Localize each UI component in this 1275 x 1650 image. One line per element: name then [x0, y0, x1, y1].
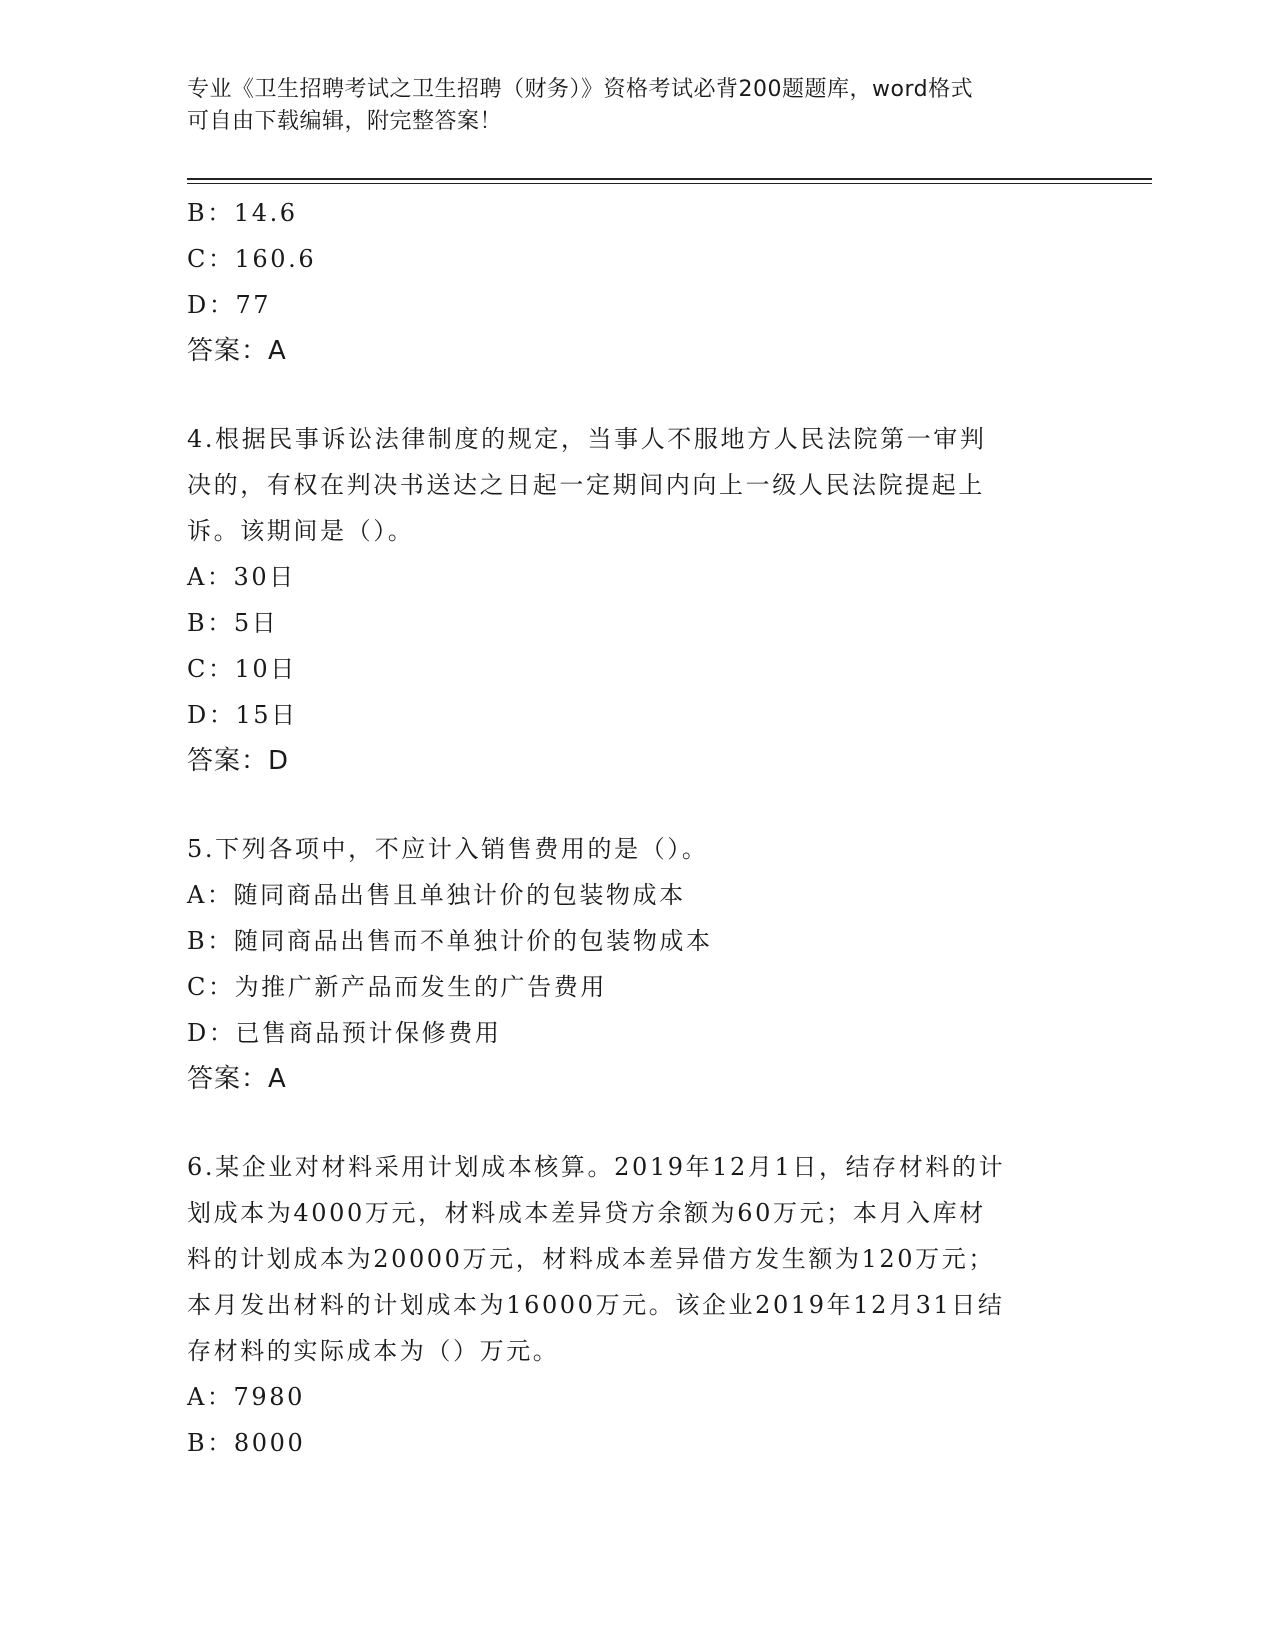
option-c: C：160.6	[187, 245, 317, 273]
option-c: C：为推广新产品而发生的广告费用	[187, 973, 607, 1001]
header-line-2: 可自由下载编辑，附完整答案！	[187, 109, 503, 134]
question-stem-line: 划成本为4000万元，材料成本差异贷方余额为60万元；本月入库材	[187, 1199, 986, 1227]
question-6	[187, 1144, 1087, 1466]
question-content	[187, 190, 1087, 1466]
question-stem-line: 6.某企业对材料采用计划成本核算。2019年12月1日，结存材料的计	[187, 1153, 1006, 1181]
question-stem-line: 4.根据民事诉讼法律制度的规定，当事人不服地方人民法院第一审判	[187, 425, 987, 453]
question-stem-line: 诉。该期间是（）。	[187, 517, 415, 545]
question-5	[187, 826, 1087, 1102]
option-b: B：随同商品出售而不单独计价的包装物成本	[187, 927, 713, 955]
option-a: A：7980	[187, 1383, 306, 1411]
question-stem-line: 决的，有权在判决书送达之日起一定期间内向上一级人民法院提起上	[187, 471, 985, 499]
question-4	[187, 416, 1087, 784]
option-d: D：77	[187, 291, 272, 319]
option-d: D：已售商品预计保修费用	[187, 1019, 502, 1047]
question-stem-line: 5.下列各项中，不应计入销售费用的是（）。	[187, 835, 709, 863]
answer-line: 答案：D	[187, 746, 290, 776]
header-rule-thick	[187, 178, 1152, 180]
header-line-1: 专业《卫生招聘考试之卫生招聘（财务）》资格考试必背200题题库，word格式	[187, 77, 974, 102]
question-3-remainder	[187, 190, 1087, 374]
question-stem-line: 存材料的实际成本为（）万元。	[187, 1337, 560, 1365]
answer-line: 答案：A	[187, 1064, 287, 1094]
option-a: A：随同商品出售且单独计价的包装物成本	[187, 881, 686, 909]
option-c: C：10日	[187, 655, 297, 683]
answer-line: 答案：A	[187, 336, 287, 366]
header-rule-thin	[187, 183, 1152, 184]
document-header	[187, 74, 1087, 138]
option-b: B：8000	[187, 1429, 306, 1457]
option-d: D：15日	[187, 701, 298, 729]
question-stem-line: 本月发出材料的计划成本为16000万元。该企业2019年12月31日结	[187, 1291, 1005, 1319]
option-b: B：5日	[187, 609, 279, 637]
option-a: A：30日	[187, 563, 296, 591]
question-stem-line: 料的计划成本为20000万元，材料成本差异借方发生额为120万元；	[187, 1245, 995, 1273]
option-b: B：14.6	[187, 199, 298, 227]
